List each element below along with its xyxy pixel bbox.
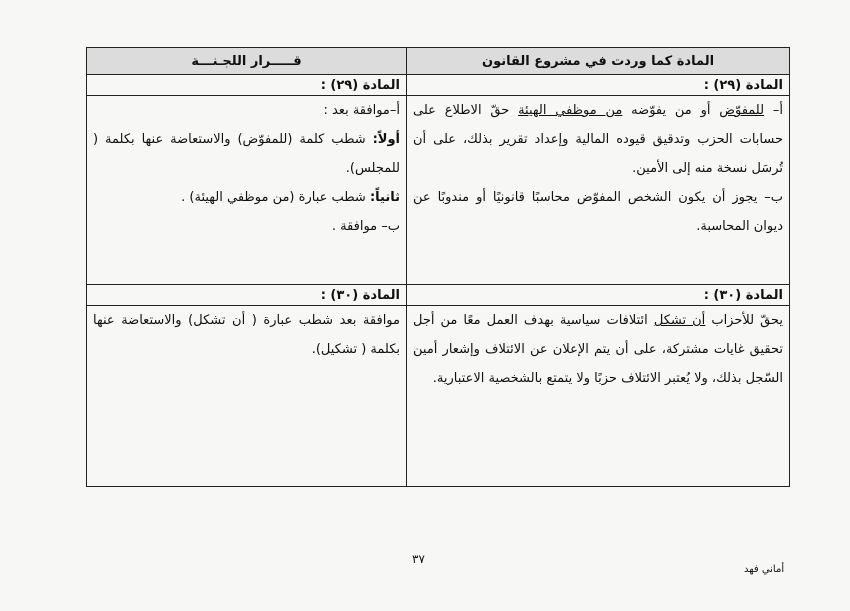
article29-committee-first xyxy=(93,125,400,183)
article29-committee-b: ب– موافقة . xyxy=(331,219,400,234)
article30-original-para xyxy=(413,306,783,393)
a30-text2: ائتلافات سياسية بهدف العمل معًا من أجل تحقيق غايات مشتركة، على أن يتم الإعلان عن الائتلاف وإشعار أمين السّجل بذلك، ولا يُعتبر الائتلاف حزبًا ولا يتمتع بالشخصية الاعتبارية. xyxy=(413,313,783,386)
a30-text1: يحقّ للأحزاب xyxy=(705,313,784,328)
page-number: ٣٧ xyxy=(412,552,425,566)
article29-original-heading: المادة (٢٩) : xyxy=(407,75,790,96)
second-text: شطب عبارة (من موظفي الهيئة) . xyxy=(181,190,370,205)
article30-committee-heading: المادة (٣٠) : xyxy=(87,285,407,306)
article29-committee-line1: أ–موافقة بعد : xyxy=(323,103,400,118)
article29-committee-second xyxy=(93,183,400,212)
a-underline-staff: من موظفي الهيئة xyxy=(518,103,623,118)
article30-committee-text xyxy=(87,306,407,487)
article29-body-row xyxy=(87,96,790,285)
typist-signature: أماني فهد xyxy=(744,564,785,575)
a-lead: أ– xyxy=(764,103,783,118)
law-comparison-table xyxy=(86,47,790,487)
article30-original-text xyxy=(407,306,790,487)
a-underline-mufawwad: للمفوّض xyxy=(719,103,765,118)
header-original-article: المادة كما وردت في مشروع القانون xyxy=(407,48,790,75)
article30-heading-row xyxy=(87,285,790,306)
article29-committee-text xyxy=(87,96,407,285)
a30-underline: أن تشكل xyxy=(653,313,706,328)
article29-original-a xyxy=(413,96,783,183)
article30-original-heading: المادة (٣٠) : xyxy=(407,285,790,306)
article29-original-text xyxy=(407,96,790,285)
first-label: أولاً: xyxy=(372,132,400,147)
article29-heading-row xyxy=(87,75,790,96)
header-committee-decision: قـــــرار اللجـنـــة xyxy=(87,48,407,75)
article30-committee-para: موافقة بعد شطب عبارة ( أن تشكل) والاستعاضة عنها بكلمة ( تشكيل). xyxy=(93,313,400,357)
article29-original-b: ب– يجوز أن يكون الشخص المفوّض محاسبًا قانونيًا أو مندوبًا عن ديوان المحاسبة. xyxy=(413,190,783,234)
article30-body-row xyxy=(87,306,790,487)
second-label: ثانياً: xyxy=(369,190,400,205)
table-header-row xyxy=(87,48,790,75)
article29-committee-heading: المادة (٢٩) : xyxy=(87,75,407,96)
a-text1: أو من يفوّضه xyxy=(622,103,720,118)
a-text2: حقّ الاطلاع على حسابات الحزب وتدقيق قيوده المالية وإعداد تقرير بذلك، على أن تُرسَل نسخة منه إلى الأمين. xyxy=(413,103,783,176)
first-text: شطب كلمة (للمفوّض) والاستعاضة عنها بكلمة ( للمجلس). xyxy=(93,132,400,176)
